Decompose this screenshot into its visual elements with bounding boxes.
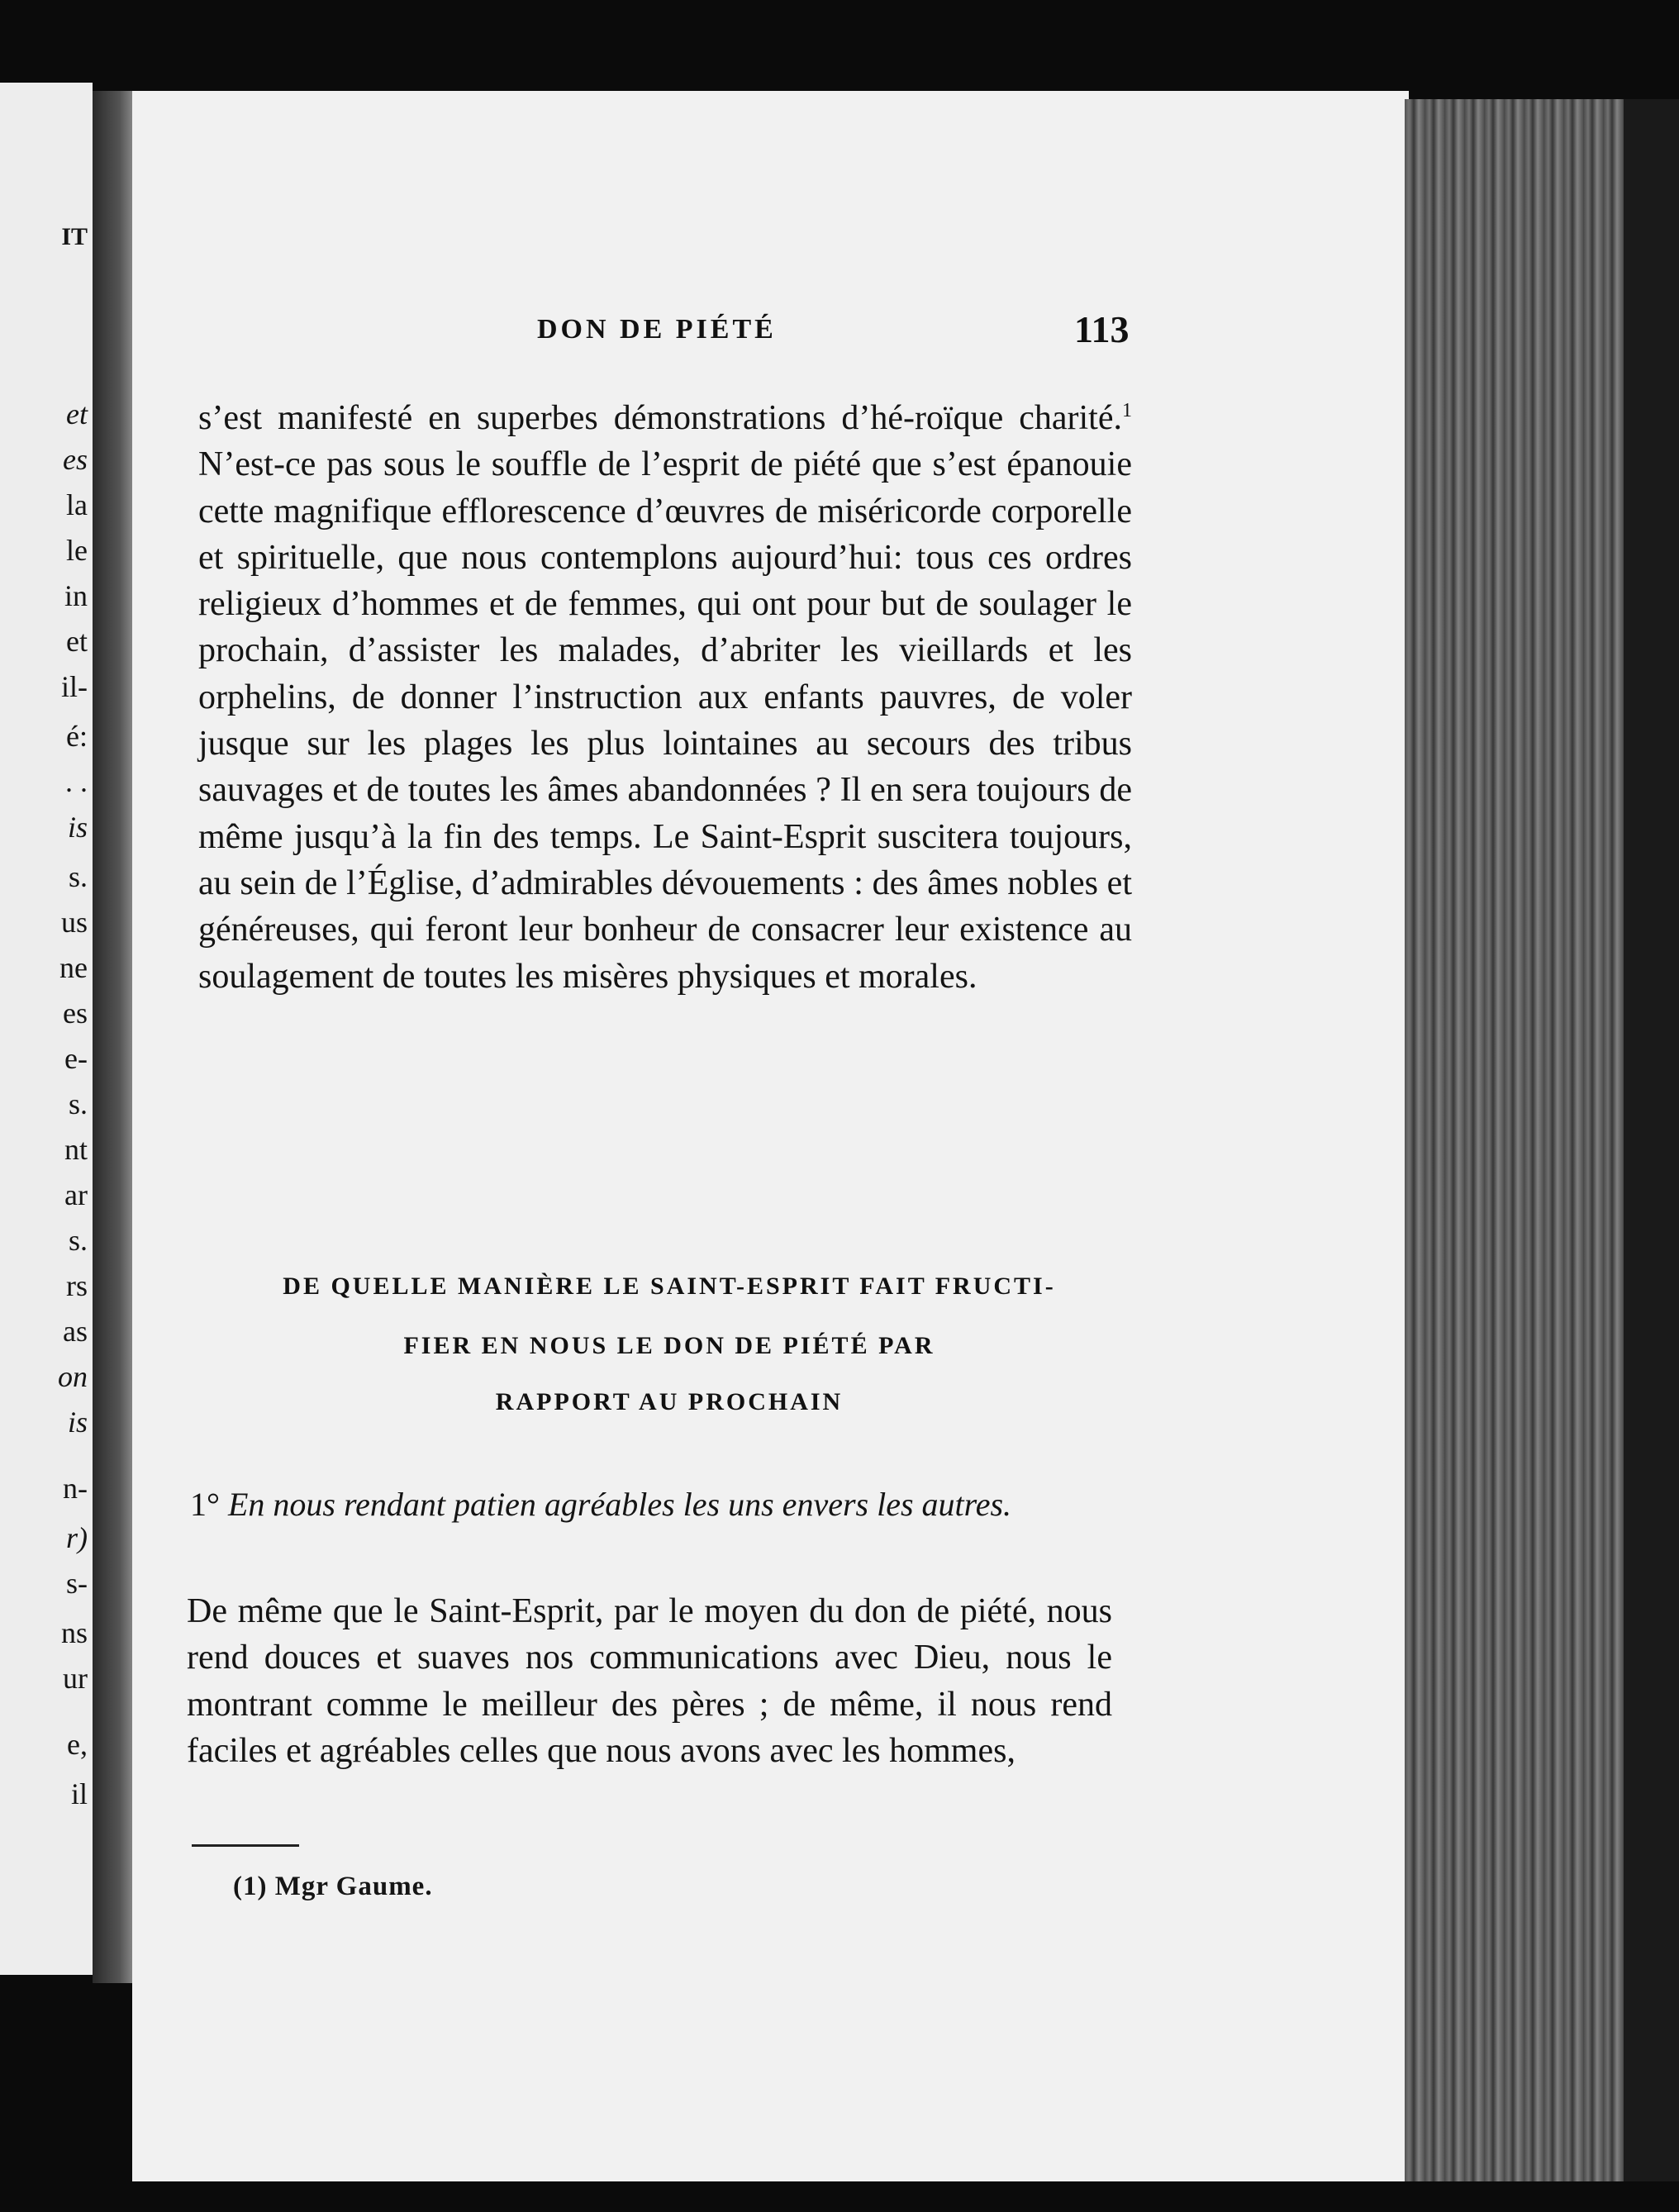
left-page-fragment: le [66,534,88,567]
numbered-item-1 [190,1484,1115,1525]
left-page-fragment: us [60,906,88,939]
left-page-fragment: ne [59,951,88,984]
left-page-fragment: n- [63,1472,88,1505]
footnote: (1) Mgr Gaume. [233,1872,433,1901]
left-page-fragment: il- [61,670,88,703]
left-page-fragment: on [58,1360,88,1393]
left-page-fragment: e, [67,1728,88,1761]
left-page-fragment: is [67,1406,88,1439]
paragraph-1 [198,395,1132,1000]
running-head: DON DE PIÉTÉ [537,314,777,345]
left-page-fragment: ar [64,1178,88,1211]
paragraph-2: De même que le Saint-Esprit, par le moyen du don de piété, nous rend douces et suaves nos communications avec Dieu, nous le montrant comme le meilleur des pères ; de même, il nous rend faciles et agréables celles que nous avons avec les hommes, [187,1592,1112,1770]
section-heading-line-2: FIER EN NOUS LE DON DE PIÉTÉ PAR [403,1332,935,1359]
left-page-fragment: s. [68,1087,88,1120]
left-page-fragment: IT [61,223,88,250]
left-page-fragment: et [66,625,88,658]
book-gutter [93,91,138,1983]
left-page-fragment: es [63,997,88,1030]
left-page-fragment: et [66,397,88,431]
left-page-fragment: in [64,579,88,612]
left-page-fragment: as [63,1315,88,1348]
page-edges [1405,99,1628,2181]
section-heading-line-3: RAPPORT AU PROCHAIN [495,1388,844,1415]
paragraph-1-continuation: N’est-ce pas sous le souffle de l’esprit de piété que s’est épanouie cette magnifique efflorescence d’œuvres de miséricorde corporelle et spirituelle, que nous contemplons aujourd’hui: tous ces ordres religieux d’hommes et de femmes, qui ont pour but de soulager le prochain, d’assister les malades, d’abriter les vieillards et les orphelins, de donner l’instruction aux enfants pauvres, de voler jusque sur les plages les plus lointaines au secours des tribus sauvages et de toutes les âmes abandonnées ? Il en sera toujours de même jusqu’à la fin des temps. Le Saint-Esprit suscitera toujours, au sein de l’Église, d’admirables dévouements : des âmes nobles et généreuses, qui feront leur bonheur de consacrer leur existence au soulagement de toutes les misères physiques et morales. [198,445,1132,996]
left-page-fragment: is [67,811,88,844]
left-page-fragment: . . [65,765,88,798]
footnote-ref: 1 [1122,400,1132,421]
left-page-fragment: r) [66,1521,88,1554]
paragraph-1-text: s’est manifesté en superbes démonstrations d’hé-roïque charité. [198,399,1122,437]
left-page-fragment: la [66,488,88,521]
left-page-fragment: nt [64,1133,88,1166]
left-page-fragment: ns [60,1616,88,1649]
left-page-fragment: rs [66,1269,88,1302]
section-heading-line-1: DE QUELLE MANIÈRE LE SAINT-ESPRIT FAIT FRUCTI- [283,1272,1056,1300]
left-page-fragment: es [63,443,88,476]
left-page-fragment: s. [68,1224,88,1257]
left-page-sliver [0,83,93,1975]
left-page-fragment: il [70,1777,88,1810]
left-page-fragment: e- [64,1042,88,1075]
footnote-rule [192,1844,299,1847]
dark-background [1624,99,1679,2181]
item-number: 1° [190,1486,220,1523]
left-page-fragment: s. [68,860,88,893]
left-page-fragment: s- [66,1567,88,1600]
item-text: En nous rendant patien agréables les uns envers les autres. [228,1486,1012,1523]
page-number: 113 [1074,308,1130,350]
left-page-fragment: ur [63,1662,88,1695]
left-page-fragment: é: [66,720,88,753]
